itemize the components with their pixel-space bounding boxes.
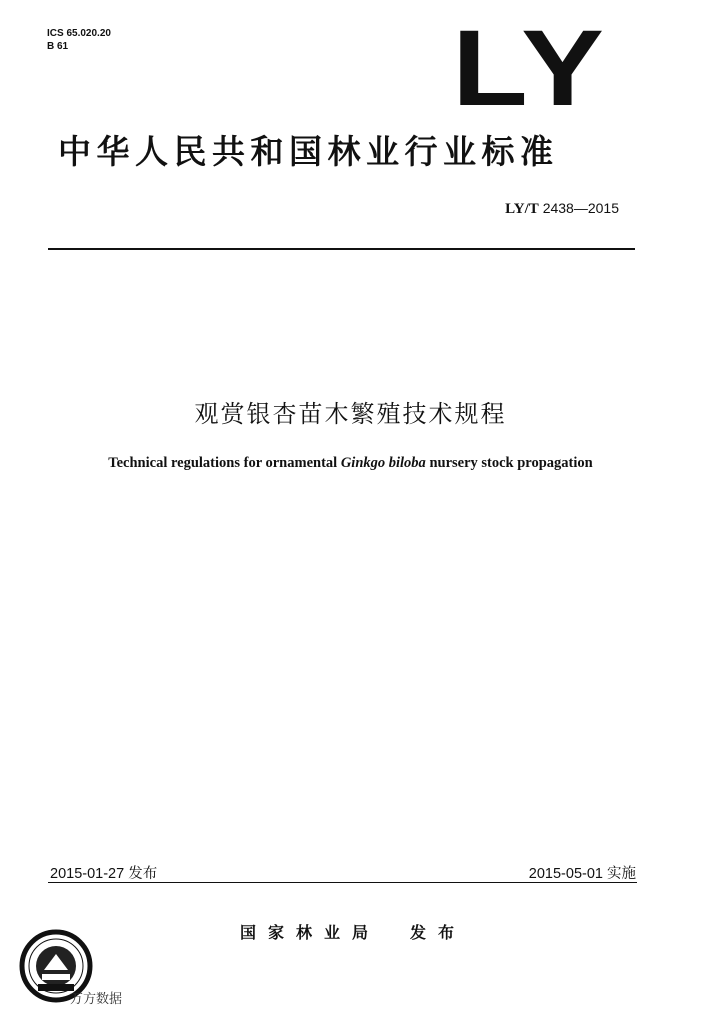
title-english-species: Ginkgo biloba — [340, 455, 426, 471]
issuing-action: 发布 — [410, 923, 467, 942]
issue-date: 2015-01-27 发布 — [50, 866, 158, 882]
watermark: 万方数据 — [70, 992, 123, 1007]
standard-logo: LY — [452, 7, 609, 128]
standard-number-value: 2438—2015 — [542, 200, 619, 216]
title-english-part2: nursery stock propagation — [425, 455, 593, 471]
implementation-date: 2015-05-01 实施 — [528, 866, 636, 882]
organization-title: 中华人民共和国林业行业标准 — [58, 132, 559, 171]
footer-divider — [48, 882, 637, 883]
ccs-code: B 61 — [47, 41, 69, 52]
header-divider — [48, 248, 635, 250]
issuing-authority: 国家林业局 — [240, 923, 381, 942]
document-title-chinese: 观赏银杏苗木繁殖技术规程 — [194, 400, 507, 428]
title-english-part1: Technical regulations for ornamental — [108, 455, 341, 471]
classification-codes — [47, 27, 111, 53]
standard-number-prefix: LY/T — [505, 201, 539, 217]
document-title-english — [0, 455, 701, 472]
standard-number — [505, 200, 619, 218]
ics-code: ICS 65.020.20 — [47, 28, 111, 39]
